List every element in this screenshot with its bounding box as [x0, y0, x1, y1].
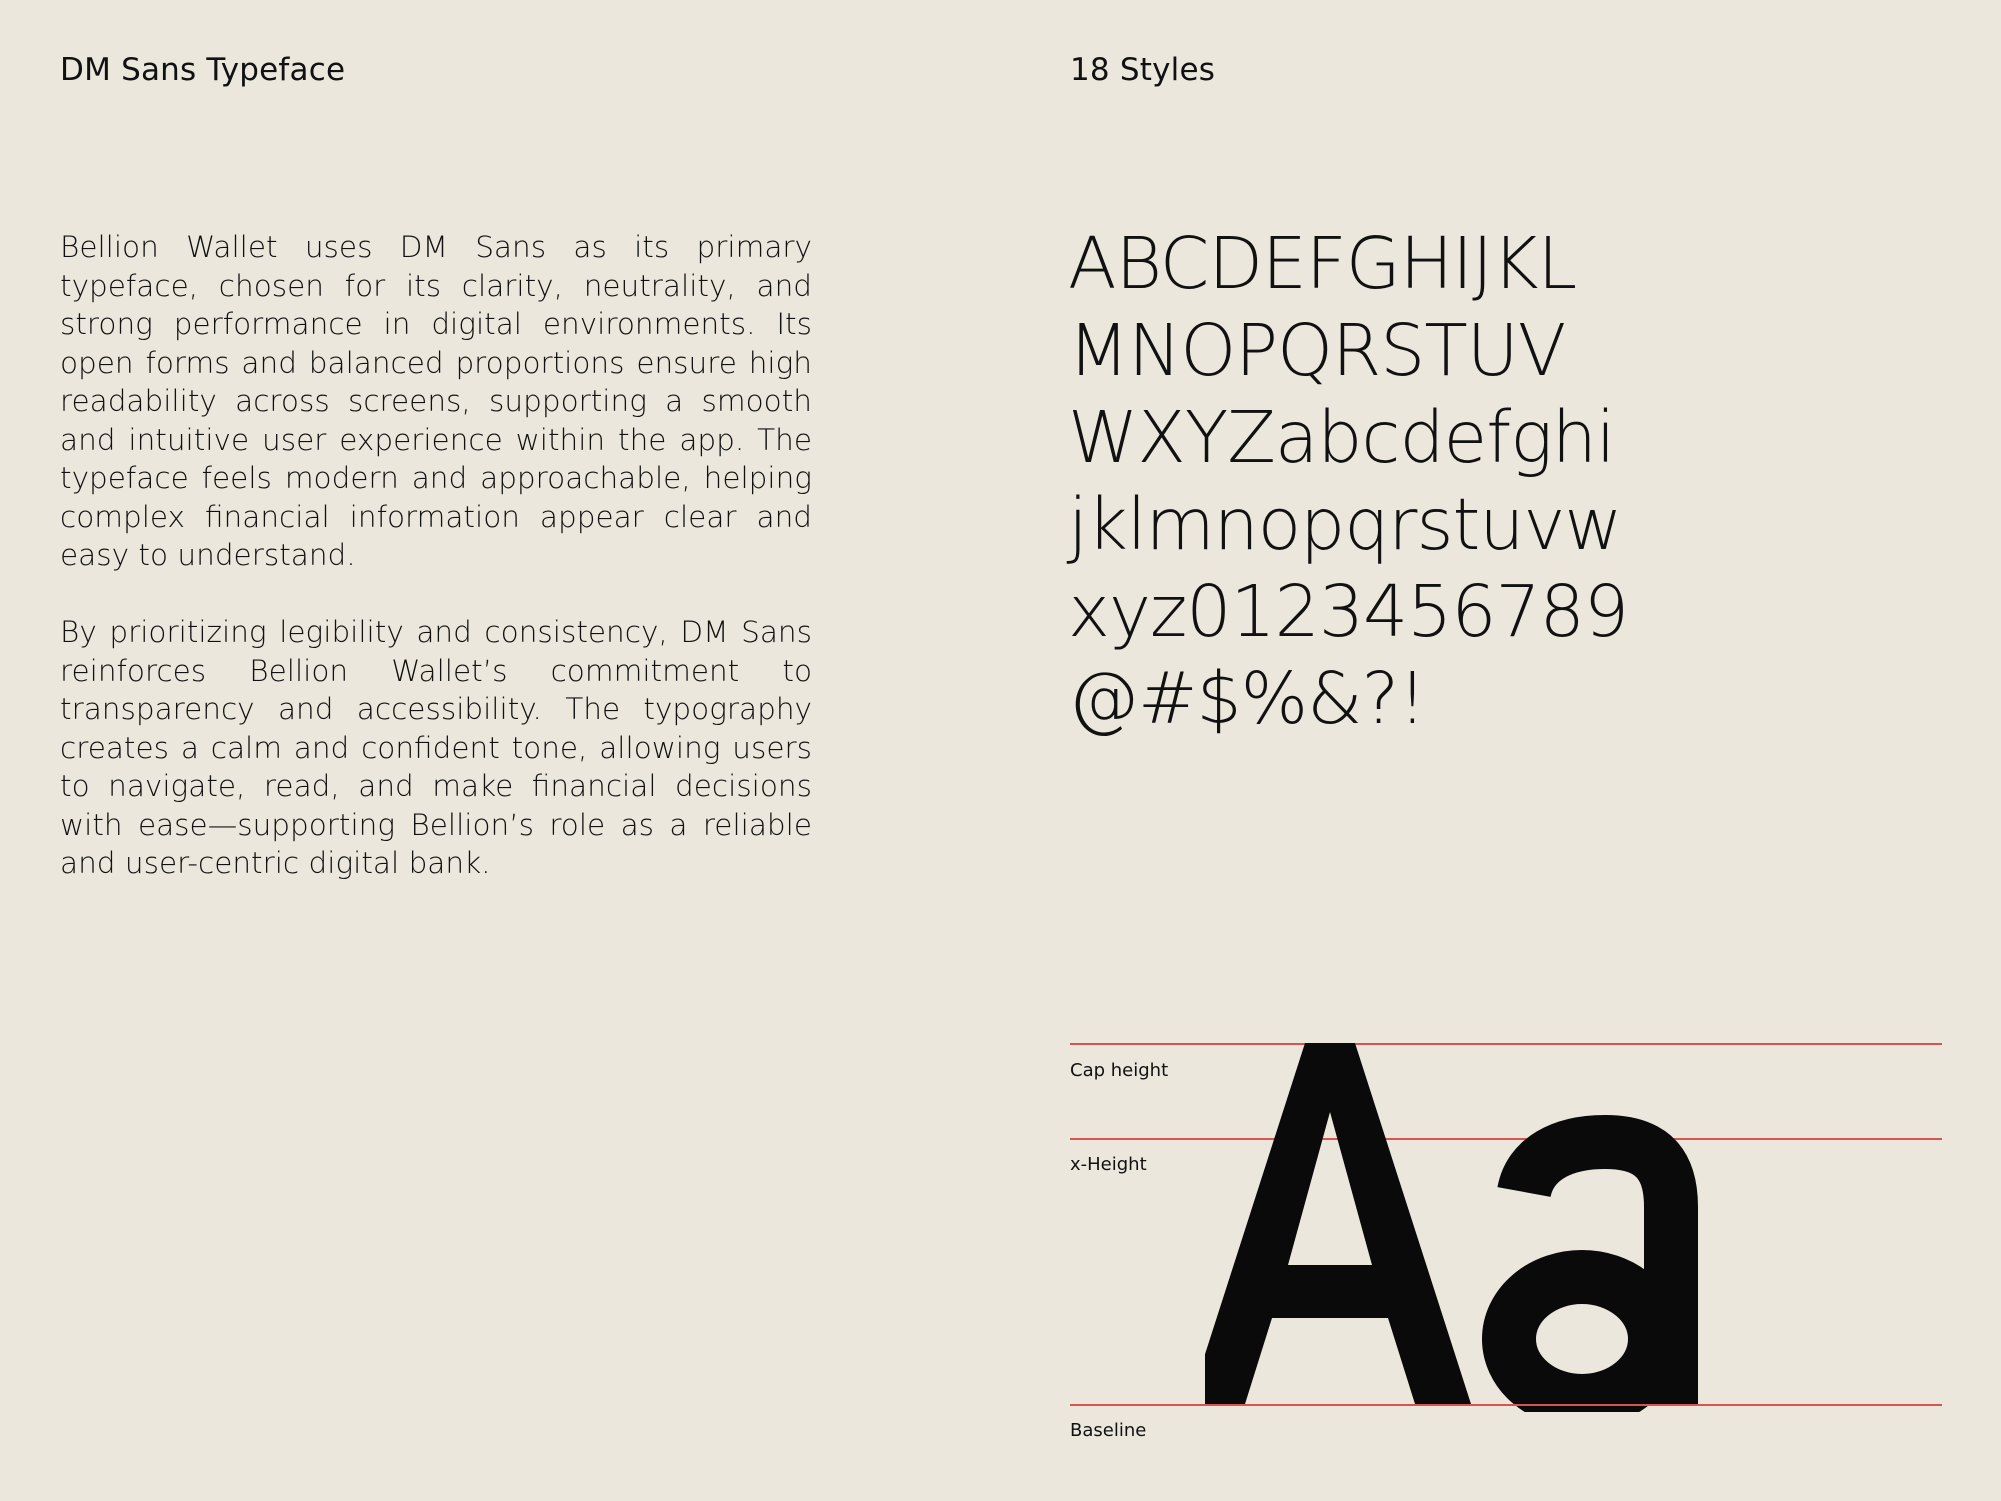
type-anatomy-diagram — [1070, 1042, 1942, 1442]
description-paragraph-2: By prioritizing legibility and consistency, DM Sans reinforces Bellion Wallet’s commitment to transparency and accessibility. The typography creates a calm and confident tone, allowing users to navigate, read, and make financial decisions with ease—supporting Bellion’s role as a reliable and user-centric digital bank. — [60, 615, 812, 880]
baseline-line — [1070, 1404, 1942, 1406]
charset-line-1: ABCDEFGHIJKL — [1068, 222, 1577, 305]
charset-line-3: WXYZabcdefghi — [1068, 396, 1615, 479]
charset-line-6: @#$%&?! — [1068, 657, 1426, 740]
capital-a-glyph — [1205, 1043, 1471, 1404]
charset-line-4: jklmnopqrstuvw — [1068, 483, 1622, 566]
styles-count-title: 18 Styles — [1070, 52, 1216, 88]
x-height-label: x-Height — [1070, 1154, 1147, 1175]
cap-height-label: Cap height — [1070, 1060, 1169, 1081]
lowercase-a-glyph — [1509, 1142, 1671, 1404]
description-paragraph-1: Bellion Wallet uses DM Sans as its primary typeface, chosen for its clarity, neutrality, and strong performance in digital environments. Its open forms and balanced proportions ensure high readability across screens, supporting a smooth and intuitive user experience within the app. The typeface feels modern and approachable, helping complex financial information appear clear and easy to understand. — [60, 230, 812, 572]
specimen-glyphs-Aa — [1205, 1042, 1905, 1412]
charset-line-5: xyz0123456789 — [1068, 570, 1629, 653]
baseline-label: Baseline — [1070, 1420, 1147, 1441]
typeface-description — [60, 228, 812, 921]
charset-line-2: MNOPQRSTUV — [1068, 309, 1566, 392]
page-title: DM Sans Typeface — [60, 52, 346, 88]
character-set-specimen — [1068, 220, 1628, 742]
